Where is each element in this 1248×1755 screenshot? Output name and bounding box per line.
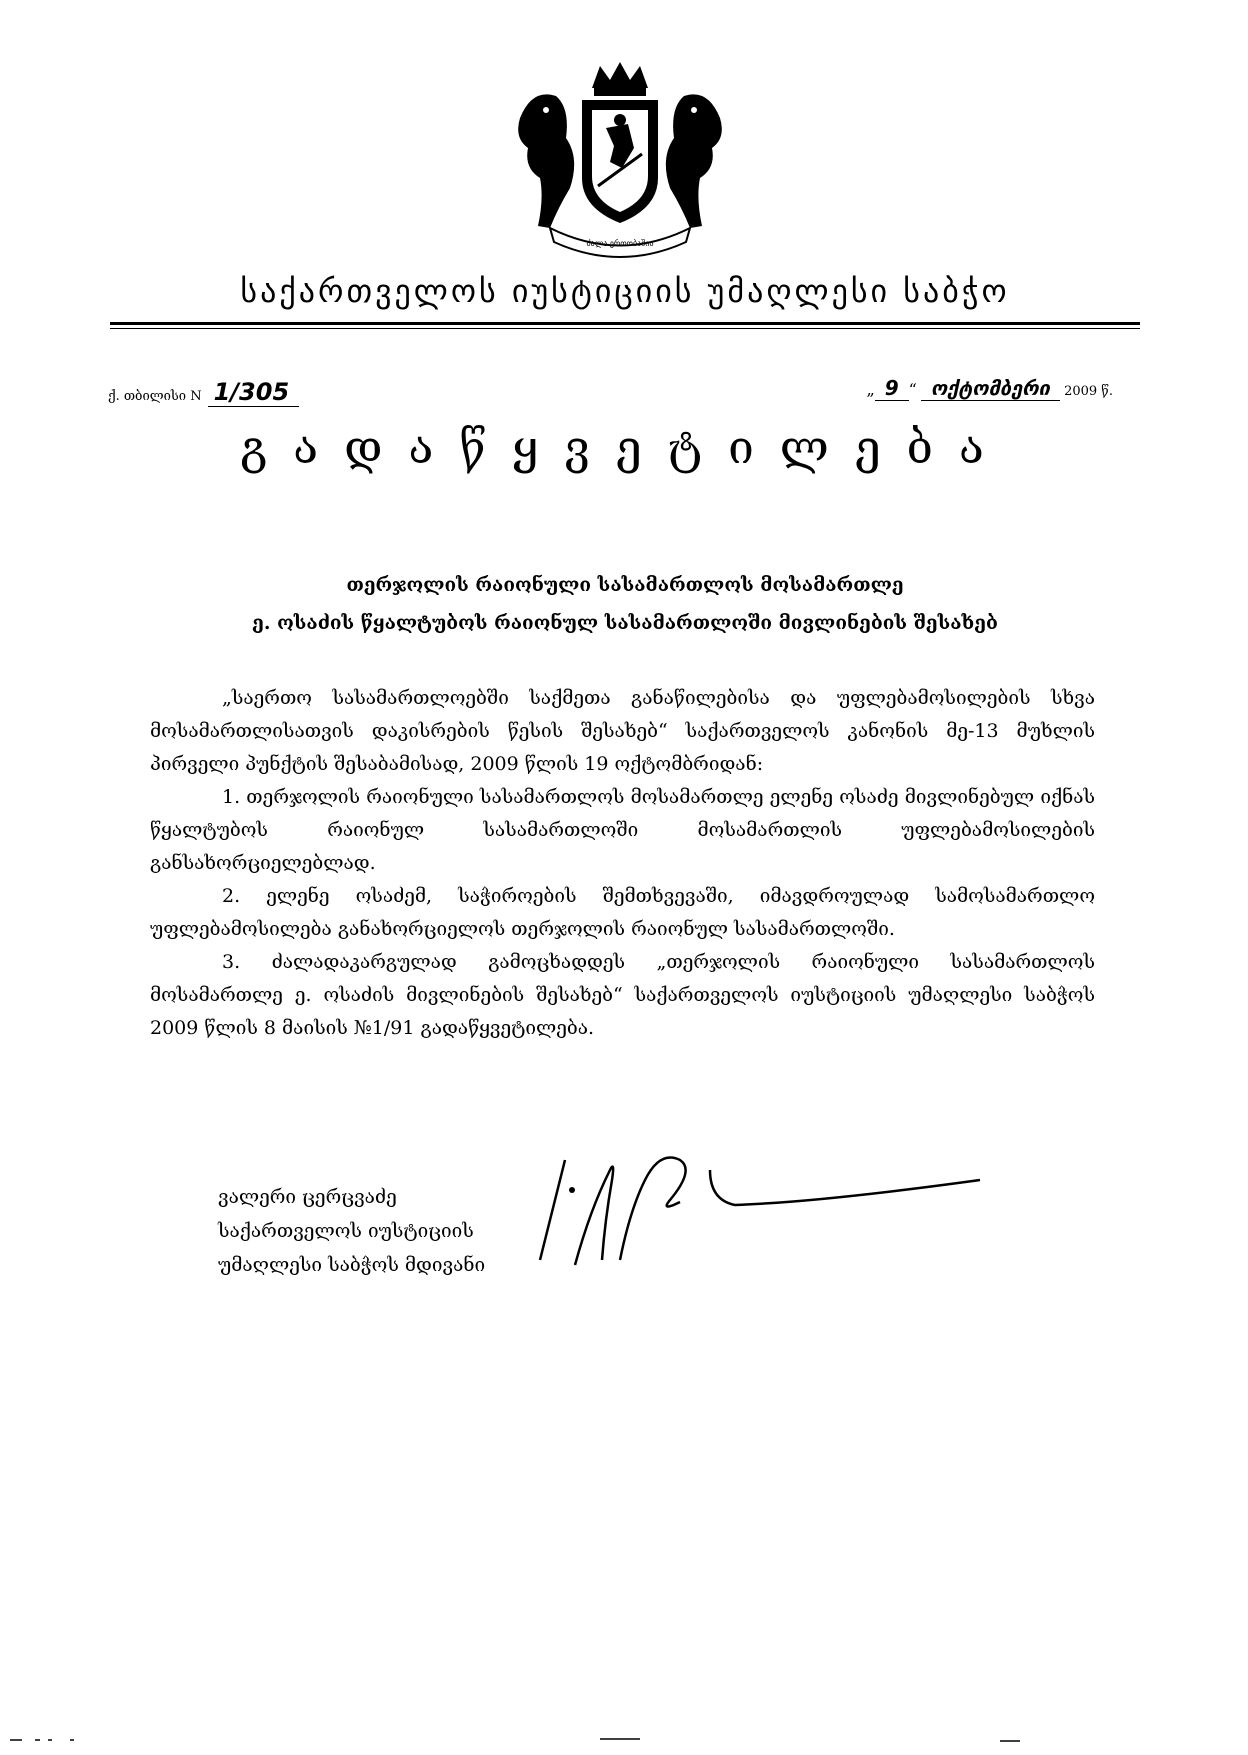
date-open-quote: „: [866, 380, 875, 399]
signatory-position-2: უმაღლესი საბჭოს მდივანი: [218, 1254, 486, 1276]
signatory-block: [218, 1180, 485, 1282]
handwritten-signature-icon: [520, 1140, 1000, 1270]
subject-line-2: ე. ოსაძის წყალტუბოს რაიონულ სასამართლოში მივლინების შესახებ: [252, 612, 998, 634]
signatory-name: ვალერი ცერცვაძე: [218, 1186, 397, 1208]
date-month: ოქტომბერი: [921, 376, 1060, 401]
number-label: ქ. თბილისი N: [108, 389, 202, 404]
header-rule-thin: [110, 328, 1140, 329]
coat-of-arms-icon: [510, 58, 730, 268]
document-title: გადაწყვეტილება: [240, 420, 1010, 474]
institution-name: საქართველოს იუსტიციის უმაღლესი საბჭო: [240, 272, 1010, 310]
signatory-position-1: საქართველოს იუსტიციის: [218, 1220, 474, 1242]
body-item-1: 1. თერჯოლის რაიონული სასამართლოს მოსამართლე ელენე ოსაძე მივლინებულ იქნას წყალტუბოს რაიონულ სასამართლოში მოსამართლის უფლებამოსილების განსახორციელებლად.: [150, 786, 1095, 874]
subject-line-1: თერჯოლის რაიონული სასამართლოს მოსამართლე: [346, 574, 904, 596]
document-number: [108, 378, 299, 406]
date-day: 9: [875, 376, 909, 401]
date-close-quote: “: [908, 380, 917, 399]
header-rule-thick: [110, 322, 1140, 325]
date-year: 2009 წ.: [1064, 384, 1113, 399]
scan-edge-marks: [0, 1735, 1248, 1745]
body-item-3: 3. ძალადაკარგულად გამოცხადდეს „თერჯოლის რაიონული სასამართლოს მოსამართლე ე. ოსაძის მივლინების შესახებ“ საქართველოს იუსტიციის უმაღლესი საბჭოს 2009 წლის 8 მაისის №1/91 გადაწყვეტილება.: [150, 951, 1095, 1039]
body-preamble: „საერთო სასამართლოებში საქმეთა განაწილებისა და უფლებამოსილების სხვა მოსამართლისათვის დაკისრების წესის შესახებ“ საქართველოს კანონის მე-13 მუხლის პირველი პუნქტის შესაბამისად, 2009 წლის 19 ოქტომბრიდან:: [150, 687, 1095, 775]
body-item-2: 2. ელენე ოსაძემ, საჭიროების შემთხვევაში, იმავდროულად სამოსამართლო უფლებამოსილება განახორციელოს თერჯოლის რაიონულ სასამართლოში.: [150, 885, 1095, 940]
motto-ribbon-text: ძალა ერთობაშია: [586, 239, 654, 248]
number-value: 1/305: [208, 378, 300, 407]
document-body: [150, 682, 1095, 1045]
document-date: [866, 376, 1113, 400]
document-subject: [110, 566, 1140, 642]
